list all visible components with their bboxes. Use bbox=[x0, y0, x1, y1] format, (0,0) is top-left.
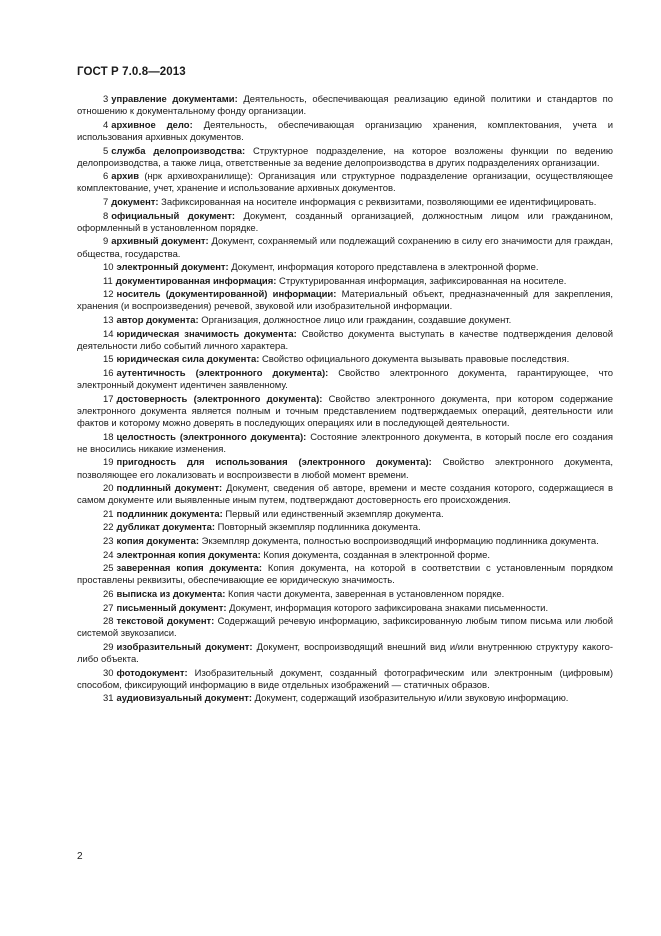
term-number: 18 bbox=[103, 431, 114, 443]
term-number: 29 bbox=[103, 641, 114, 653]
term-number: 11 bbox=[103, 275, 113, 287]
term-definition: Свойство электронного документа, при котором содержание электронного документа является полным и точным представлением подтверждаемых операций, деятельности или фактов и которому можно доверять в последующих операциях или в последующей деятельности. bbox=[77, 393, 613, 430]
term-number: 23 bbox=[103, 536, 114, 548]
term-entry bbox=[77, 668, 613, 692]
term-entry bbox=[77, 171, 613, 195]
term-name: дубликат документа: bbox=[116, 522, 216, 534]
term-name: архив bbox=[111, 171, 139, 183]
term-entry bbox=[77, 211, 613, 235]
term-definition: Документ, созданный организацией, должностным лицом или гражданином, оформленный в установленном порядке. bbox=[77, 210, 613, 234]
term-number: 7 bbox=[103, 197, 109, 208]
term-number: 3 bbox=[103, 94, 109, 105]
term-number: 22 bbox=[103, 522, 114, 534]
term-entry bbox=[77, 693, 613, 705]
term-number: 8 bbox=[103, 210, 109, 222]
term-entry bbox=[77, 329, 613, 353]
term-name: выписка из документа: bbox=[116, 589, 226, 600]
term-entry bbox=[77, 642, 613, 666]
term-definition: Документ, содержащий изобразительную и/или звуковую информацию. bbox=[252, 693, 569, 705]
term-definition: Документ, сведения об авторе, времени и месте создания которого, содержащиеся в самом документе или выявленные иным путем, подтверждают достоверность его происхождения. bbox=[77, 483, 614, 507]
term-name: автор документа: bbox=[116, 315, 199, 327]
term-entry bbox=[77, 616, 613, 640]
term-definition: Свойство документа выступать в качестве подтверждения деловой деятельности либо событий личного характера. bbox=[77, 328, 613, 352]
term-entry bbox=[77, 120, 613, 144]
term-name: архивный документ: bbox=[111, 236, 209, 248]
term-number: 14 bbox=[103, 328, 114, 340]
term-definition: Копия документа, созданная в электронной форме. bbox=[260, 549, 491, 561]
term-name: документированная информация: bbox=[115, 275, 277, 287]
term-number: 10 bbox=[103, 262, 114, 274]
term-entry bbox=[77, 262, 613, 274]
term-definition: Структурное подразделение, на которое возложены функции по ведению делопроизводства, а также лица, ответственные за ведение делопроизводства в других подразделениях организации. bbox=[77, 145, 613, 169]
term-number: 16 bbox=[103, 367, 114, 379]
term-number: 26 bbox=[103, 589, 114, 600]
term-definition: Зафиксированная на носителе информация с реквизитами, позволяющими ее идентифицировать. bbox=[158, 197, 597, 208]
term-name: целостность (электронного документа): bbox=[116, 431, 307, 443]
term-definition: Содержащий речевую информацию, зафиксированную любым типом письма или любой системой звукозаписи. bbox=[77, 616, 613, 640]
term-name: юридическая значимость документа: bbox=[116, 328, 297, 340]
term-name: пригодность для использования (электронного документа): bbox=[116, 457, 432, 469]
term-definition: Свойство электронного документа, гарантирующее, что электронный документ идентичен заявленному. bbox=[77, 367, 613, 392]
term-number: 5 bbox=[103, 145, 109, 157]
term-definition: (нрк архивохранилище): Организация или структурное подразделение организации, осуществляющее комплектование, учет, хранение и использование архивных документов. bbox=[77, 171, 613, 195]
term-entry bbox=[77, 368, 613, 392]
term-number: 4 bbox=[103, 119, 109, 131]
term-entry bbox=[77, 236, 613, 260]
term-number: 24 bbox=[103, 549, 114, 561]
term-number: 31 bbox=[103, 693, 114, 705]
term-name: фотодокумент: bbox=[116, 667, 188, 679]
terms-list bbox=[77, 94, 613, 707]
term-name: электронная копия документа: bbox=[116, 549, 261, 561]
term-number: 25 bbox=[103, 563, 114, 575]
term-entry bbox=[77, 522, 613, 534]
term-entry bbox=[77, 536, 613, 548]
term-entry bbox=[77, 589, 613, 601]
term-name: архивное дело: bbox=[111, 119, 193, 131]
term-definition: Документ, воспроизводящий внешний вид и/или внутреннюю структуру какого-либо объекта. bbox=[77, 641, 613, 666]
term-entry bbox=[77, 289, 613, 313]
term-name: подлинный документ: bbox=[116, 483, 223, 495]
term-entry bbox=[77, 457, 613, 481]
term-definition: Документ, информация которого представлена в электронной форме. bbox=[228, 262, 539, 274]
term-definition: Деятельность, обеспечивающая организацию хранения, комплектования, учета и использования архивных документов. bbox=[77, 119, 613, 143]
term-number: 6 bbox=[103, 171, 109, 183]
term-name: электронный документ: bbox=[116, 262, 229, 274]
term-name: текстовой документ: bbox=[116, 616, 215, 628]
term-entry bbox=[77, 197, 613, 209]
document-header: ГОСТ Р 7.0.8—2013 bbox=[77, 66, 186, 78]
term-name: аудиовизуальный документ: bbox=[116, 693, 253, 705]
term-name: изобразительный документ: bbox=[116, 641, 253, 653]
term-entry bbox=[77, 394, 613, 430]
term-entry bbox=[77, 550, 613, 562]
term-number: 13 bbox=[103, 315, 114, 327]
term-entry bbox=[77, 315, 613, 327]
term-name: юридическая сила документа: bbox=[116, 354, 260, 366]
term-entry bbox=[77, 509, 613, 521]
term-name: документ: bbox=[111, 197, 159, 208]
term-name: копия документа: bbox=[116, 536, 200, 548]
term-entry bbox=[77, 354, 613, 366]
term-definition: Документ, информация которого зафиксирована знаками письменности. bbox=[226, 602, 549, 614]
term-number: 17 bbox=[103, 393, 114, 405]
term-definition: Деятельность, обеспечивающая реализацию единой политики и стандартов по отношению к документальному фонду организации. bbox=[77, 94, 613, 118]
term-definition: Организация, должностное лицо или гражданин, создавшие документ. bbox=[198, 315, 512, 327]
term-entry bbox=[77, 563, 613, 587]
term-name: аутентичность (электронного документа): bbox=[116, 367, 329, 379]
term-name: письменный документ: bbox=[116, 602, 227, 614]
term-number: 27 bbox=[103, 602, 114, 614]
term-number: 28 bbox=[103, 616, 114, 628]
term-name: достоверность (электронного документа): bbox=[116, 393, 323, 405]
term-definition: Экземпляр документа, полностью воспроизводящий информацию подлинника документа. bbox=[199, 536, 599, 548]
term-definition: Состояние электронного документа, в который после его создания не вносились никакие изменения. bbox=[77, 431, 613, 455]
term-definition: Копия документа, на которой в соответствии с установленным порядком проставлены реквизиты, обеспечивающие ее юридическую значимость. bbox=[77, 563, 613, 587]
term-definition: Копия части документа, заверенная в установленном порядке. bbox=[225, 589, 505, 600]
term-number: 30 bbox=[103, 667, 114, 679]
term-definition: Первый или единственный экземпляр документа. bbox=[222, 508, 444, 520]
term-definition: Структурированная информация, зафиксированная на носителе. bbox=[276, 275, 567, 287]
term-definition: Свойство официального документа вызывать правовые последствия. bbox=[259, 354, 570, 366]
term-name: управление документами: bbox=[111, 94, 238, 105]
term-name: официальный документ: bbox=[111, 210, 236, 222]
term-name: подлинник документа: bbox=[116, 508, 223, 520]
term-definition: Повторный экземпляр подлинника документа. bbox=[215, 522, 421, 534]
term-entry bbox=[77, 483, 613, 507]
term-number: 9 bbox=[103, 236, 109, 248]
page-number: 2 bbox=[77, 851, 83, 862]
term-number: 15 bbox=[103, 354, 114, 366]
term-entry bbox=[77, 603, 613, 615]
term-entry bbox=[77, 94, 613, 118]
term-entry bbox=[77, 146, 613, 170]
term-number: 12 bbox=[103, 289, 114, 301]
term-definition: Документ, сохраняемый или подлежащий сохранению в силу его значимости для граждан, общества, государства. bbox=[77, 236, 613, 260]
term-number: 21 bbox=[103, 508, 114, 520]
term-name: носитель (документированной) информации: bbox=[116, 289, 337, 301]
term-definition: Материальный объект, предназначенный для закрепления, хранения (и воспроизведения) речевой, звуковой или изобразительной информации. bbox=[77, 289, 613, 313]
term-definition: Свойство электронного документа, позволяющее его локализовать и воспроизвести в любой момент времени. bbox=[77, 457, 613, 481]
term-entry bbox=[77, 432, 613, 456]
term-number: 20 bbox=[103, 483, 114, 495]
term-definition: Изобразительный документ, созданный фотографическим или электронным (цифровым) способом, фиксирующий информацию в виде отдельных изображений — статичных образов. bbox=[77, 667, 613, 691]
term-name: служба делопроизводства: bbox=[111, 145, 246, 157]
term-number: 19 bbox=[103, 457, 114, 469]
term-entry bbox=[77, 276, 613, 288]
term-name: заверенная копия документа: bbox=[116, 563, 263, 575]
